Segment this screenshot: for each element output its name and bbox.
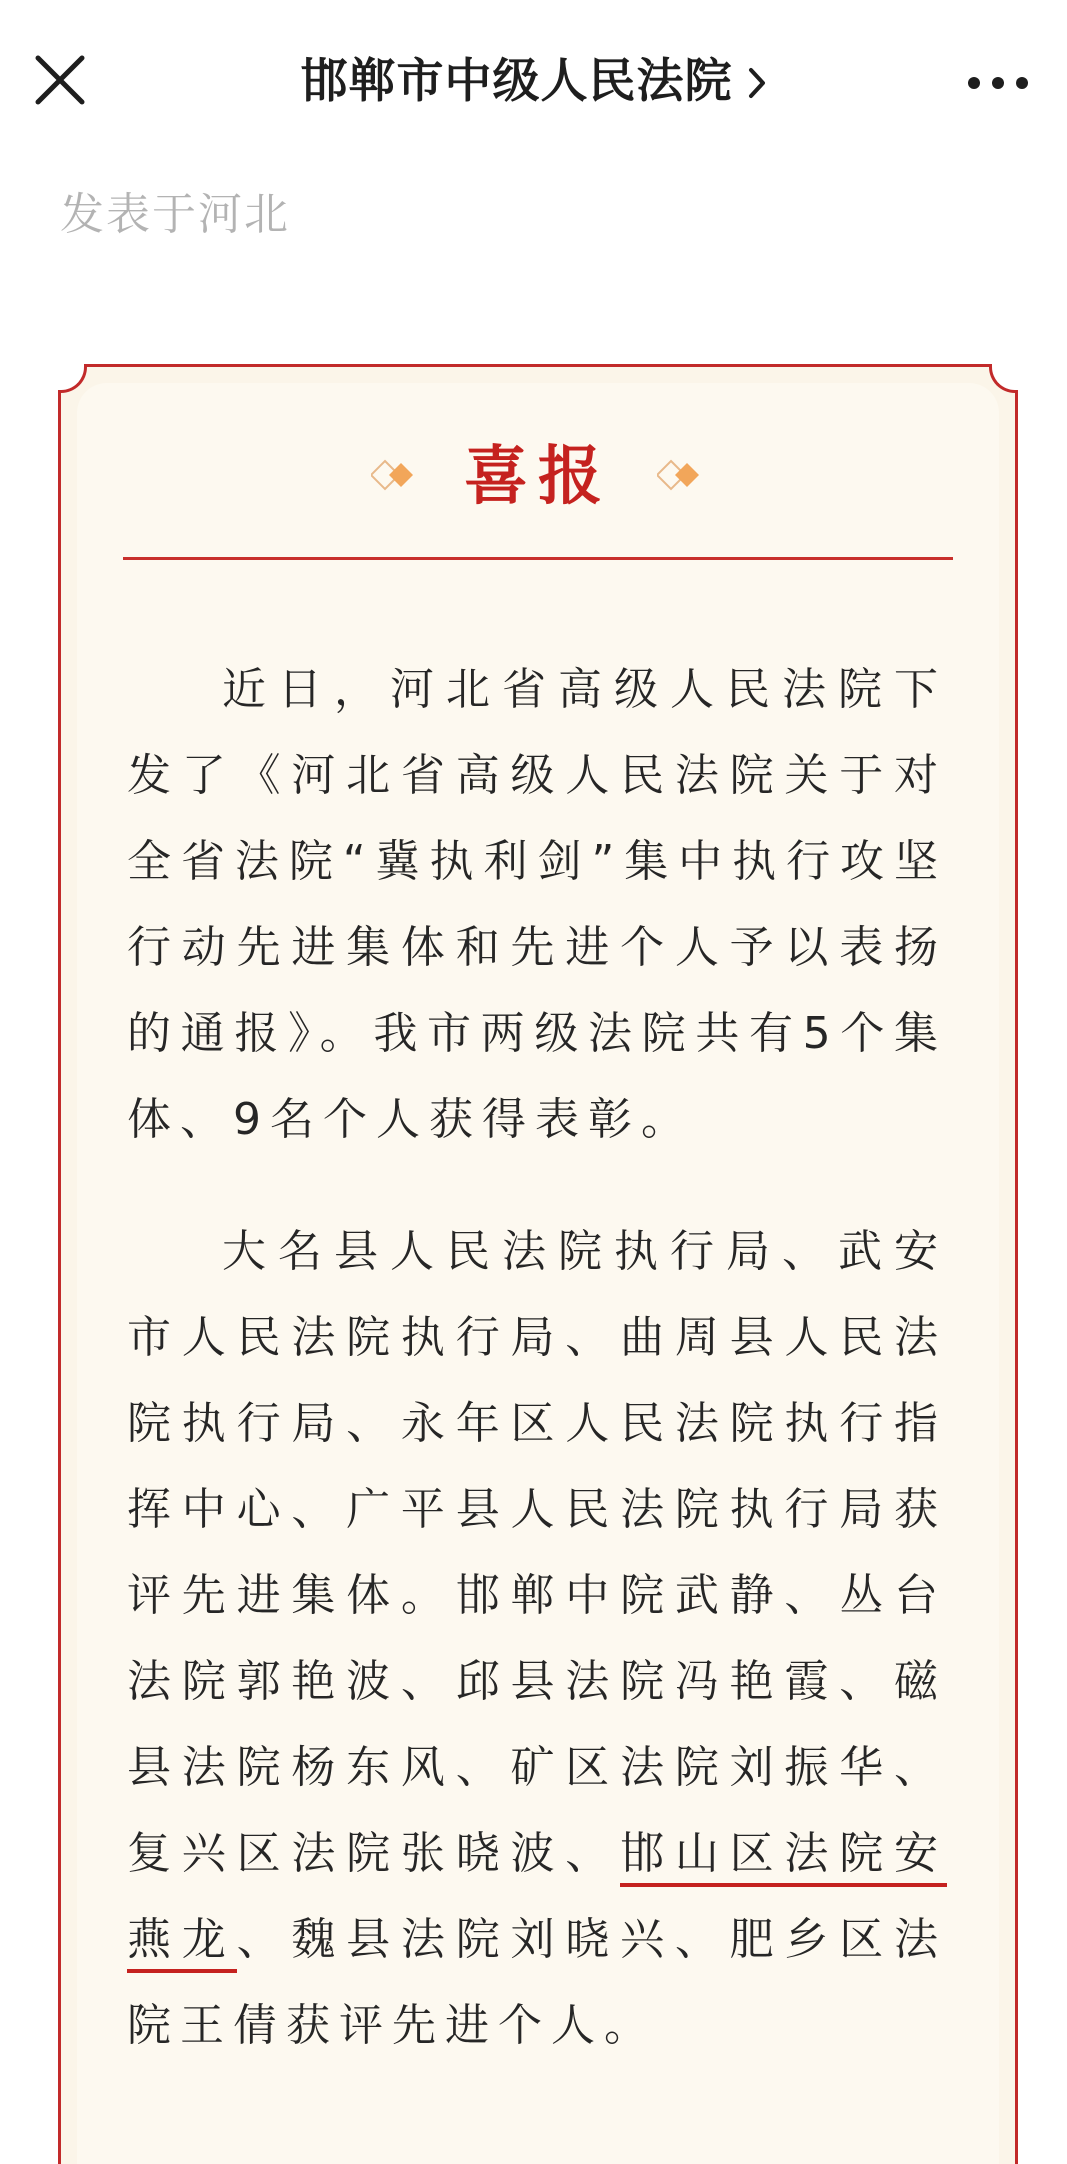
heading-divider — [123, 557, 953, 560]
diamond-ornament-icon — [371, 458, 419, 496]
paragraph-2-text-after: 、魏县法院刘晓兴、肥乡区法院王倩获评先进个人。 — [127, 1914, 948, 2051]
account-title-link[interactable] — [0, 50, 1067, 117]
card-corner-decoration — [989, 364, 1018, 393]
account-name: 邯郸市中级人民法院 — [300, 54, 733, 109]
paragraph-announcement — [127, 647, 947, 1163]
publish-location: 发表于河北 — [60, 189, 290, 240]
announcement-card — [58, 364, 1018, 2164]
paragraph-1-text: 近日，河北省高级人民法院下发了《河北省高级人民法院关于对全省法院“冀执利剑”集中执行攻坚行动先进集体和先进个人予以表扬的通报》。我市两级法院共有5个集体、9名个人获得表彰。 — [127, 664, 947, 1145]
more-horizontal-icon — [966, 68, 1030, 98]
announcement-heading: 喜报 — [464, 439, 612, 514]
more-options-button[interactable] — [966, 68, 1030, 98]
heading-row — [61, 427, 1015, 527]
paragraph-2-text-before: 大名县人民法院执行局、武安市人民法院执行局、曲周县人民法院执行局、永年区人民法院执行指挥中心、广平县人民法院执行局获评先进集体。邯郸中院武静、丛台法院郭艳波、邱县法院冯艳霞、磁县法院杨东风、矿区法院刘振华、复兴区法院张晓波、 — [127, 1226, 947, 1879]
diamond-ornament-icon — [657, 458, 705, 496]
paragraph-honorees — [127, 1209, 947, 2069]
highlighted-honoree: 邯山区法院安燕龙 — [127, 1828, 947, 1973]
card-corner-decoration — [58, 364, 87, 393]
chevron-right-icon — [747, 53, 767, 117]
top-nav-bar — [0, 0, 1067, 160]
